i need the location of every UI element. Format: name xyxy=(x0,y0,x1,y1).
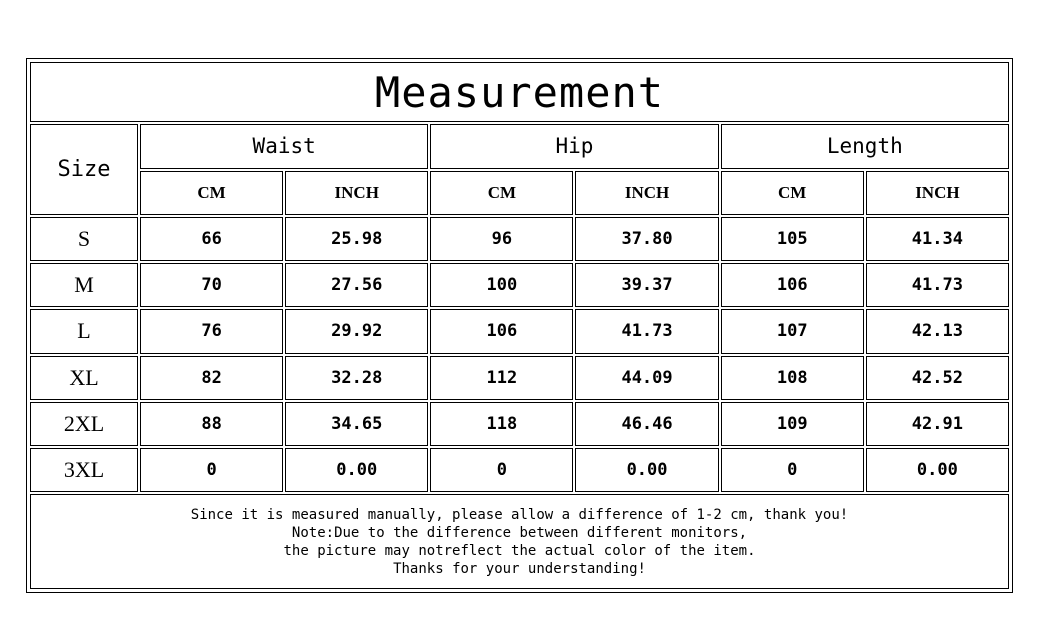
size-cell: S xyxy=(30,217,138,261)
value-cell: 42.13 xyxy=(866,309,1009,353)
table-row xyxy=(30,402,1009,446)
table-row xyxy=(30,263,1009,307)
table-row xyxy=(30,217,1009,261)
value-cell: 109 xyxy=(721,402,864,446)
table-row xyxy=(30,309,1009,353)
group-header-row xyxy=(30,124,1009,168)
value-cell: 106 xyxy=(430,309,573,353)
value-cell: 25.98 xyxy=(285,217,428,261)
length-inch-header: INCH xyxy=(866,171,1009,215)
size-cell: 2XL xyxy=(30,402,138,446)
value-cell: 70 xyxy=(140,263,283,307)
length-header: Length xyxy=(721,124,1009,168)
value-cell: 82 xyxy=(140,356,283,400)
measurement-table xyxy=(28,60,1011,591)
value-cell: 0.00 xyxy=(285,448,428,492)
value-cell: 46.46 xyxy=(575,402,718,446)
value-cell: 76 xyxy=(140,309,283,353)
value-cell: 118 xyxy=(430,402,573,446)
value-cell: 34.65 xyxy=(285,402,428,446)
note-line: Thanks for your understanding! xyxy=(393,560,646,577)
notes-row xyxy=(30,494,1009,589)
value-cell: 41.73 xyxy=(575,309,718,353)
value-cell: 39.37 xyxy=(575,263,718,307)
value-cell: 41.34 xyxy=(866,217,1009,261)
table-row xyxy=(30,448,1009,492)
size-cell: L xyxy=(30,309,138,353)
waist-inch-header: INCH xyxy=(285,171,428,215)
size-cell: M xyxy=(30,263,138,307)
hip-inch-header: INCH xyxy=(575,171,718,215)
table-row xyxy=(30,356,1009,400)
notes-cell xyxy=(30,494,1009,589)
value-cell: 0.00 xyxy=(866,448,1009,492)
table-title: Measurement xyxy=(30,62,1009,122)
hip-header: Hip xyxy=(430,124,718,168)
value-cell: 107 xyxy=(721,309,864,353)
unit-header-row xyxy=(30,171,1009,215)
value-cell: 27.56 xyxy=(285,263,428,307)
value-cell: 37.80 xyxy=(575,217,718,261)
size-cell: 3XL xyxy=(30,448,138,492)
value-cell: 112 xyxy=(430,356,573,400)
title-row xyxy=(30,62,1009,122)
value-cell: 100 xyxy=(430,263,573,307)
size-cell: XL xyxy=(30,356,138,400)
value-cell: 0.00 xyxy=(575,448,718,492)
value-cell: 0 xyxy=(140,448,283,492)
value-cell: 41.73 xyxy=(866,263,1009,307)
value-cell: 88 xyxy=(140,402,283,446)
note-line: Note:Due to the difference between different monitors, xyxy=(291,524,748,541)
value-cell: 42.91 xyxy=(866,402,1009,446)
value-cell: 108 xyxy=(721,356,864,400)
note-line: Since it is measured manually, please allow a difference of 1-2 cm, thank you! xyxy=(190,506,849,523)
waist-cm-header: CM xyxy=(140,171,283,215)
value-cell: 42.52 xyxy=(866,356,1009,400)
hip-cm-header: CM xyxy=(430,171,573,215)
value-cell: 0 xyxy=(721,448,864,492)
value-cell: 96 xyxy=(430,217,573,261)
value-cell: 105 xyxy=(721,217,864,261)
length-cm-header: CM xyxy=(721,171,864,215)
waist-header: Waist xyxy=(140,124,428,168)
value-cell: 66 xyxy=(140,217,283,261)
value-cell: 106 xyxy=(721,263,864,307)
value-cell: 32.28 xyxy=(285,356,428,400)
size-column-header: Size xyxy=(30,124,138,215)
value-cell: 0 xyxy=(430,448,573,492)
value-cell: 44.09 xyxy=(575,356,718,400)
value-cell: 29.92 xyxy=(285,309,428,353)
note-line: the picture may notreflect the actual color of the item. xyxy=(283,542,756,559)
